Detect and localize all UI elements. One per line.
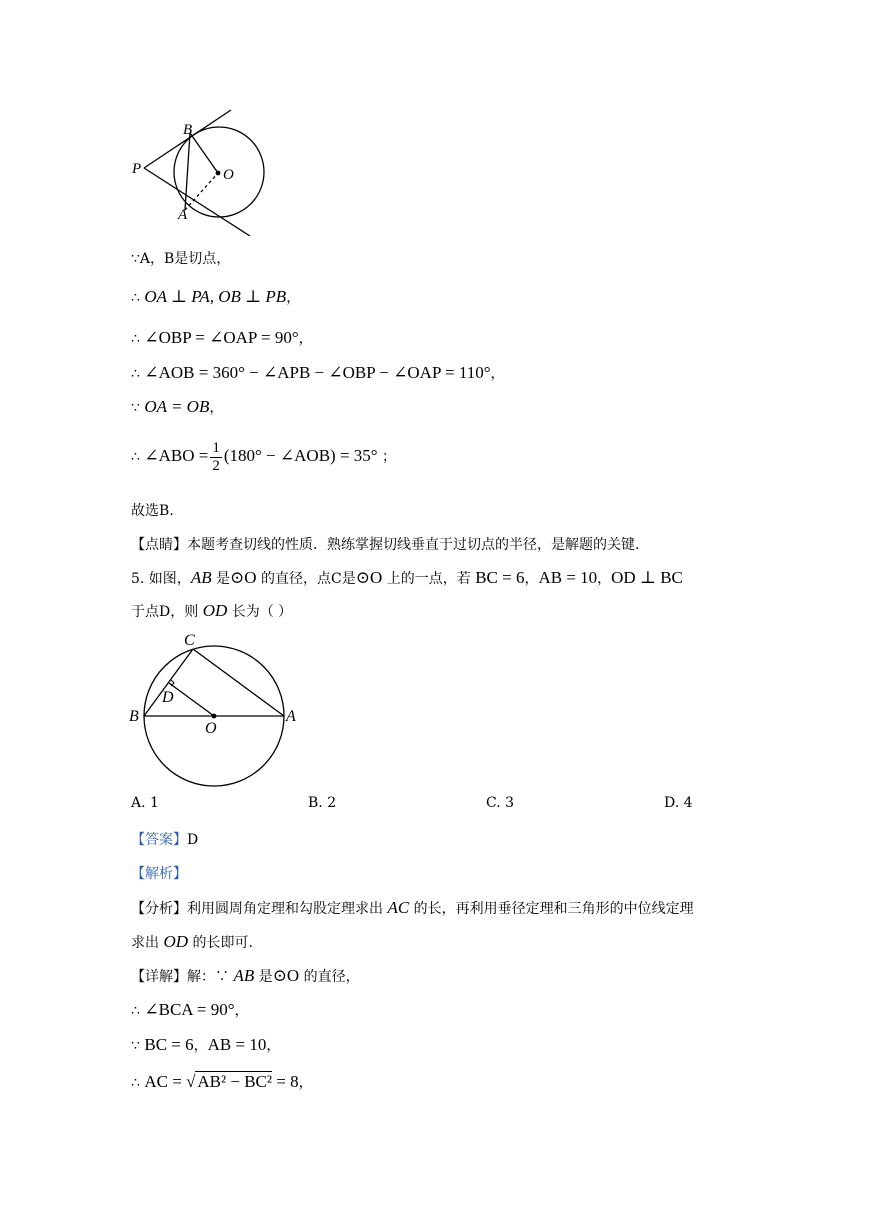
label-b: B xyxy=(183,122,193,138)
answer-line xyxy=(131,830,198,850)
detail-line3: ∵ BC = 6，AB = 10， xyxy=(131,1035,281,1054)
segment-od xyxy=(169,683,214,716)
center-point-2 xyxy=(212,714,217,719)
math-perpendicular: OA ⊥ PA, OB ⊥ PB xyxy=(144,287,287,306)
fenxi-line1: 【分析】利用圆周角定理和勾股定理求出 AC 的长，再利用垂径定理和三角形的中位线定理 xyxy=(131,898,694,917)
label-b2: B xyxy=(129,708,139,725)
fraction-half: $\frac{1}{2}$ xyxy=(212,439,220,474)
reason-tangent-points: ∵A，B是切点， xyxy=(131,251,231,267)
right-angle-mark xyxy=(171,680,174,686)
step-oa-equals-ob: ∵ OA = OB， xyxy=(131,397,224,416)
radicand: AB² − BC² xyxy=(197,1072,272,1091)
tangent-figure xyxy=(128,106,273,236)
fenxi-line2: 求出 OD 的长即可. xyxy=(131,932,253,951)
circle-figure xyxy=(126,628,306,788)
math-right-angles: ∠OBP = ∠OAP = 90° xyxy=(144,328,299,347)
segment-bo xyxy=(190,133,218,173)
center-point xyxy=(216,171,221,176)
math-angle-aob: ∠AOB = 360° − ∠APB − ∠OBP − ∠OAP = 110° xyxy=(144,363,491,382)
comment-tag: 【点睛】 xyxy=(131,537,187,553)
question5-line1: 5. 如图，AB 是⊙O 的直径，点C是⊙O 上的一点，若 BC = 6，AB = 10，OD ⊥ BC xyxy=(131,568,683,587)
label-a2: A xyxy=(286,708,296,725)
label-p: P xyxy=(132,161,142,177)
answer-value: D xyxy=(187,832,199,848)
label-d: D xyxy=(162,689,174,706)
detail-tag: 【详解】 xyxy=(131,969,187,985)
label-o: O xyxy=(223,167,234,183)
comment-line: 【点睛】本题考查切线的性质．熟练掌握切线垂直于过切点的半径，是解题的关键. xyxy=(131,537,640,553)
option-d: D. 4 xyxy=(664,795,693,811)
question5-line2: 于点D，则 OD 长为（ ） xyxy=(131,601,293,620)
tangent-pb xyxy=(144,110,231,168)
math-oa-ob: OA = OB xyxy=(144,397,210,416)
analysis-tag: 【解析】 xyxy=(131,866,187,882)
answer-tag: 【答案】 xyxy=(131,832,187,848)
detail-line1: 【详解】解：∵ AB 是⊙O 的直径， xyxy=(131,966,360,985)
label-a: A xyxy=(178,207,188,223)
detail-line4: ∴ AC = √ AB² − BC² = 8， xyxy=(131,1072,313,1091)
option-c: C. 3 xyxy=(486,795,515,811)
label-o2: O xyxy=(205,720,217,737)
tangent-pa xyxy=(144,168,250,236)
step-angle-abo: ∴ ∠ABO = $\frac{1}{2}$ (180° − ∠AOB) = 35° ； xyxy=(131,439,397,474)
chord-ba xyxy=(185,133,190,210)
fenxi-tag: 【分析】 xyxy=(131,901,187,917)
sqrt-sign: √ xyxy=(186,1072,196,1091)
choose-b: 故选B. xyxy=(131,503,174,519)
step-angle-aob: ∴ ∠AOB = 360° − ∠APB − ∠OBP − ∠OAP = 110°， xyxy=(131,363,505,382)
option-b: B. 2 xyxy=(308,795,337,811)
step-right-angles: ∴ ∠OBP = ∠OAP = 90°， xyxy=(131,328,313,347)
step-perpendicular: ∴ OA ⊥ PA, OB ⊥ PB， xyxy=(131,287,301,306)
chord-ca xyxy=(193,649,284,716)
label-c: C xyxy=(184,632,195,649)
option-a: A. 1 xyxy=(131,795,159,811)
detail-line2: ∴ ∠BCA = 90°， xyxy=(131,1000,249,1019)
